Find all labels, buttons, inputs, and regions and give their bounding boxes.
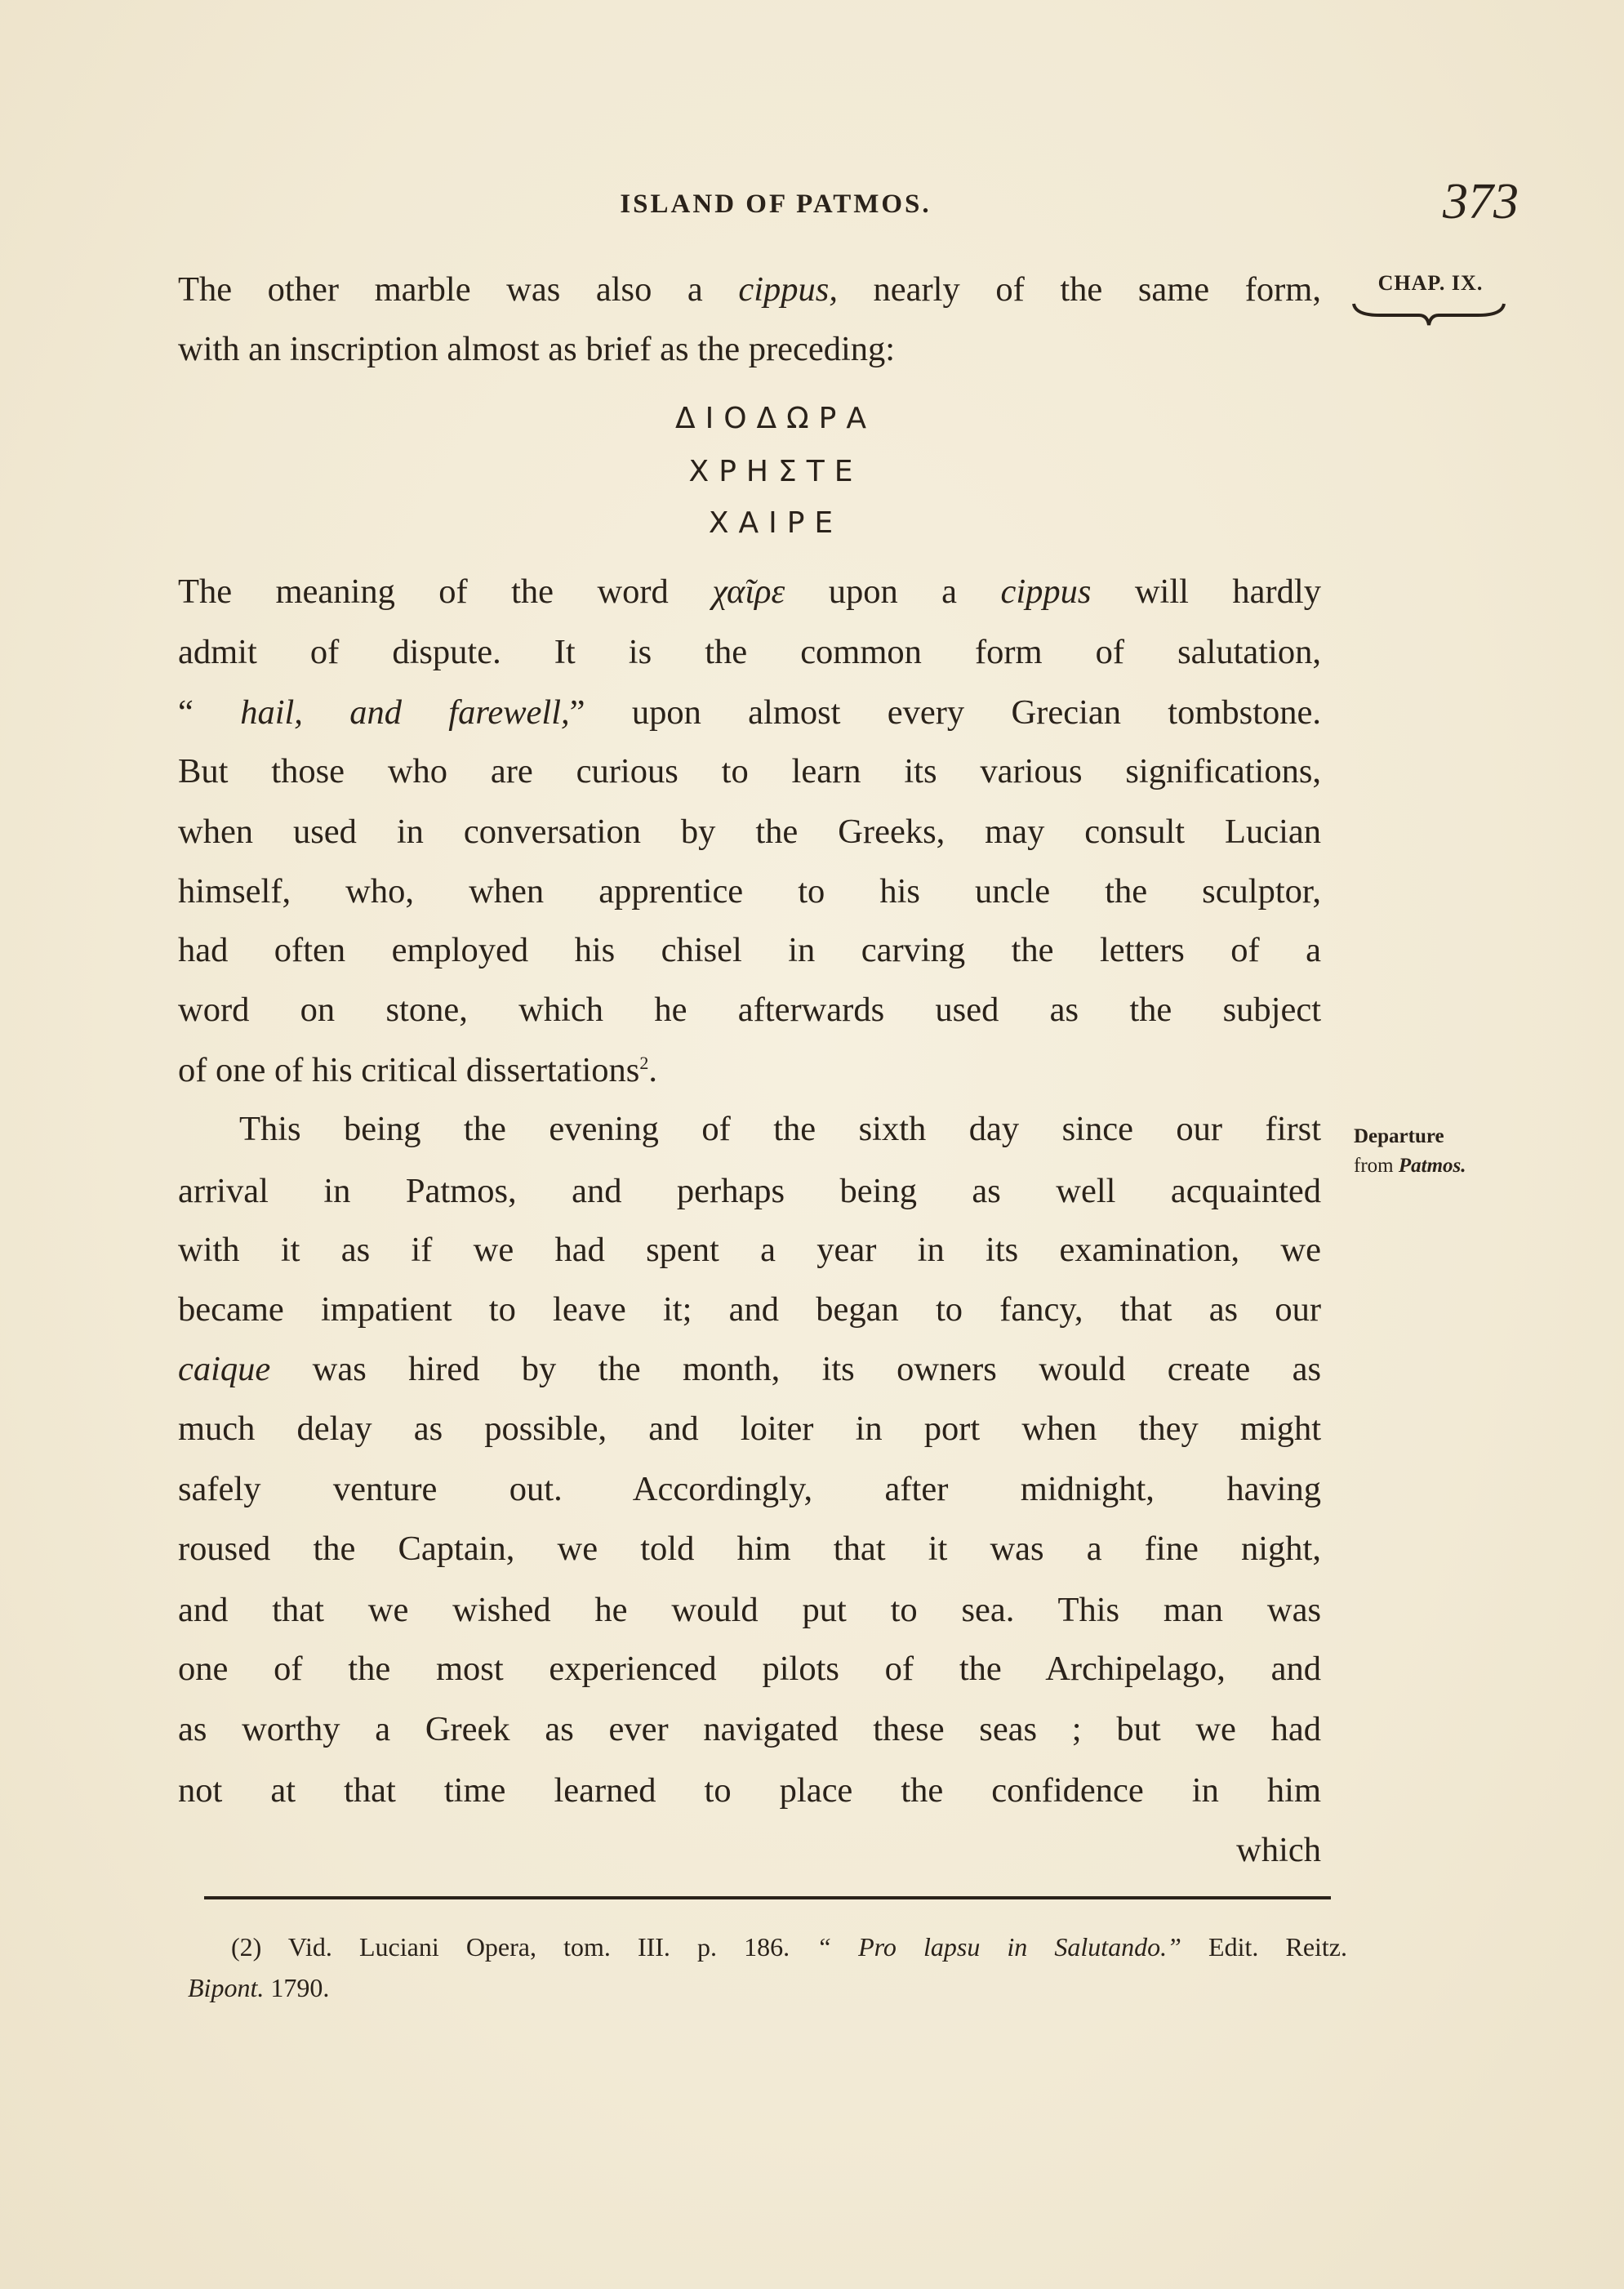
body-line: safely venture out. Accordingly, after midnight, having <box>178 1470 1321 1508</box>
body-line: with it as if we had spent a year in its examination, we <box>178 1231 1321 1269</box>
italic-run: cippus <box>1000 572 1092 611</box>
body-line: much delay as possible, and loiter in port when they might <box>178 1409 1321 1448</box>
body-line: had often employed his chisel in carving the letters of a <box>178 931 1321 969</box>
inscription-line: ΔΙΟΔΩΡΑ <box>674 402 877 435</box>
inscription-line: ΧΡΗΣΤΕ <box>688 455 863 488</box>
italic-run: “ Pro lapsu in Salutando.” <box>816 1932 1181 1962</box>
catchword-line: which <box>1236 1831 1321 1869</box>
body-line <box>178 1345 1321 1394</box>
italic-run: cippus, <box>738 270 838 309</box>
text-run: will hardly <box>1091 572 1321 611</box>
text-run: of one of his critical dissertations <box>178 1051 640 1089</box>
italic-run: Bipont. <box>188 1973 265 2002</box>
brace-ornament <box>1347 299 1511 332</box>
body-line: became impatient to leave it; and began to fancy, that as our <box>178 1290 1321 1329</box>
text-run: (2) Vid. Luciani Opera, tom. III. p. 186. <box>231 1932 817 1962</box>
body-line: when used in conversation by the Greeks, may consult Lucian <box>178 813 1321 851</box>
body-line: not at that time learned to place the confidence in him <box>178 1771 1321 1810</box>
text-run: The meaning of the word <box>178 572 713 611</box>
page-number: 373 <box>1443 174 1519 229</box>
body-line <box>178 568 1321 617</box>
text-run: nearly of the same form, <box>837 270 1321 309</box>
running-title: ISLAND OF PATMOS. <box>620 189 932 219</box>
chapter-marginal-label: CHAP. IX. <box>1377 271 1484 295</box>
body-line: This being the evening of the sixth day since our first <box>239 1110 1321 1148</box>
text-run: “ <box>178 693 241 732</box>
text-run: 1790. <box>264 1973 330 2002</box>
italic-run: hail, and farewell, <box>240 693 570 732</box>
text-run: . <box>648 1051 657 1089</box>
side-note-departure <box>1354 1122 1517 1181</box>
body-line: himself, who, when apprentice to his uncle the sculptor, <box>178 872 1321 911</box>
text-run: upon a <box>785 572 1001 611</box>
body-line <box>178 265 1321 314</box>
inscription-line: ΧΑΙΡΕ <box>708 506 843 540</box>
footnote-reference: 2 <box>639 1052 649 1073</box>
body-line <box>178 688 1321 737</box>
side-note-text: from <box>1354 1155 1394 1177</box>
body-line: one of the most experienced pilots of the Archipelago, and <box>178 1650 1321 1688</box>
body-line: But those who are curious to learn its various significations, <box>178 752 1321 790</box>
footnote-line <box>188 1968 1347 2007</box>
text-run: ” upon almost every Grecian tombstone. <box>569 693 1322 732</box>
body-line: admit of dispute. It is the common form of salutation, <box>178 633 1321 671</box>
footnote-line <box>231 1927 1347 1966</box>
side-note-italic: Patmos. <box>1398 1155 1466 1177</box>
footnote-rule <box>204 1896 1331 1899</box>
text-run: The other marble was also a <box>178 270 739 309</box>
italic-run: caique <box>178 1350 271 1388</box>
text-run: Edit. Reitz. <box>1181 1932 1348 1962</box>
body-line <box>178 1046 1321 1095</box>
body-line: as worthy a Greek as ever navigated these seas ; but we had <box>178 1710 1321 1748</box>
greek-word: χαῖρε <box>712 572 785 611</box>
body-line: and that we wished he would put to sea. This man was <box>178 1591 1321 1629</box>
text-run: was hired by the month, its owners would create as <box>270 1350 1321 1388</box>
body-line: arrival in Patmos, and perhaps being as well acquainted <box>178 1172 1321 1210</box>
body-line: with an inscription almost as brief as the preceding: <box>178 330 896 368</box>
side-note-line <box>1354 1151 1517 1181</box>
body-line: word on stone, which he afterwards used as the subject <box>178 991 1321 1029</box>
body-line: roused the Captain, we told him that it was a fine night, <box>178 1530 1321 1568</box>
side-note-line: Departure <box>1354 1125 1444 1147</box>
